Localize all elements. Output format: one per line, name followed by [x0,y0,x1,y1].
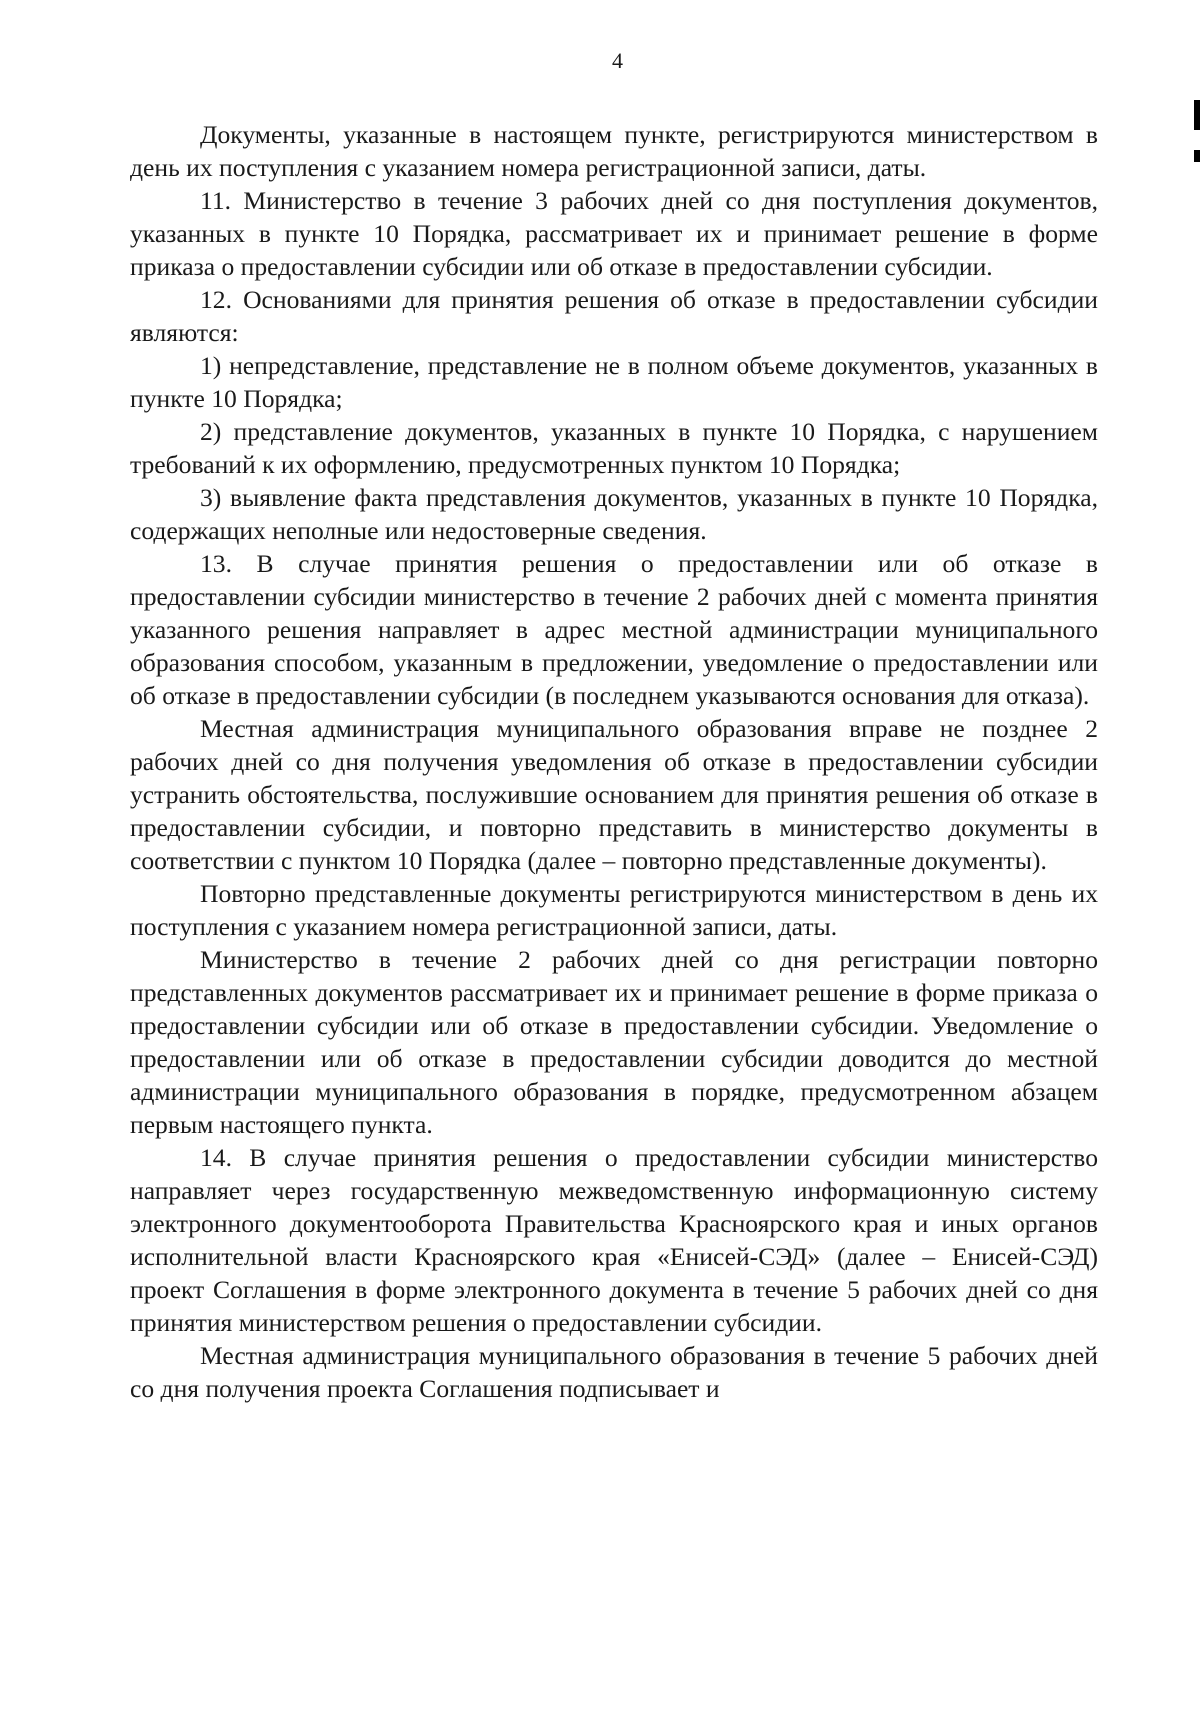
paragraph: Министерство в течение 2 рабочих дней со дня регистрации повторно представленных документов рассматривает их и принимает решение в форме приказа о предоставлении субсидии или об отказе в предоставлении субсидии. Уведомление о предоставлении или об отказе в предоставлении субсидии доводится до местной администрации муниципального образования в порядке, предусмотренном абзацем первым настоящего пункта. [130,945,1098,1139]
paragraph: 12. Основаниями для принятия решения об отказе в предоставлении субсидии являются: [130,285,1098,347]
paragraph: Повторно представленные документы регистрируются министерством в день их поступления с указанием номера регистрационной записи, даты. [130,879,1098,941]
paragraph: 1) непредставление, представление не в полном объеме документов, указанных в пункте 10 Порядка; [130,351,1098,413]
paragraph: Местная администрация муниципального образования в течение 5 рабочих дней со дня получения проекта Соглашения подписывает и [130,1341,1098,1403]
scan-edge-mark [1194,150,1200,162]
paragraph: 14. В случае принятия решения о предоставлении субсидии министерство направляет через государственную межведомственную информационную систему электронного документооборота Правительства Красноярского края и иных органов исполнительной власти Красноярского края «Енисей-СЭД» (далее – Енисей-СЭД) проект Соглашения в форме электронного документа в течение 5 рабочих дней со дня принятия министерством решения о предоставлении субсидии. [130,1143,1098,1337]
paragraph: Документы, указанные в настоящем пункте, регистрируются министерством в день их поступления с указанием номера регистрационной записи, даты. [130,120,1098,182]
document-body [130,118,1098,1405]
scan-edge-mark [1194,100,1200,130]
paragraph: 3) выявление факта представления документов, указанных в пункте 10 Порядка, содержащих неполные или недостоверные сведения. [130,483,1098,545]
paragraph: 11. Министерство в течение 3 рабочих дней со дня поступления документов, указанных в пункте 10 Порядка, рассматривает их и принимает решение в форме приказа о предоставлении субсидии или об отказе в предоставлении субсидии. [130,186,1098,281]
page-number: 4 [612,48,623,73]
paragraph: 13. В случае принятия решения о предоставлении или об отказе в предоставлении субсидии министерство в течение 2 рабочих дней с момента принятия указанного решения направляет в адрес местной администрации муниципального образования способом, указанным в предложении, уведомление о предоставлении или об отказе в предоставлении субсидии (в последнем указываются основания для отказа). [130,549,1098,710]
paragraph: Местная администрация муниципального образования вправе не позднее 2 рабочих дней со дня получения уведомления об отказе в предоставлении субсидии устранить обстоятельства, послужившие основанием для принятия решения об отказе в предоставлении субсидии, и повторно представить в министерство документы в соответствии с пунктом 10 Порядка (далее – повторно представленные документы). [130,714,1098,875]
paragraph: 2) представление документов, указанных в пункте 10 Порядка, с нарушением требований к их оформлению, предусмотренных пунктом 10 Порядка; [130,417,1098,479]
